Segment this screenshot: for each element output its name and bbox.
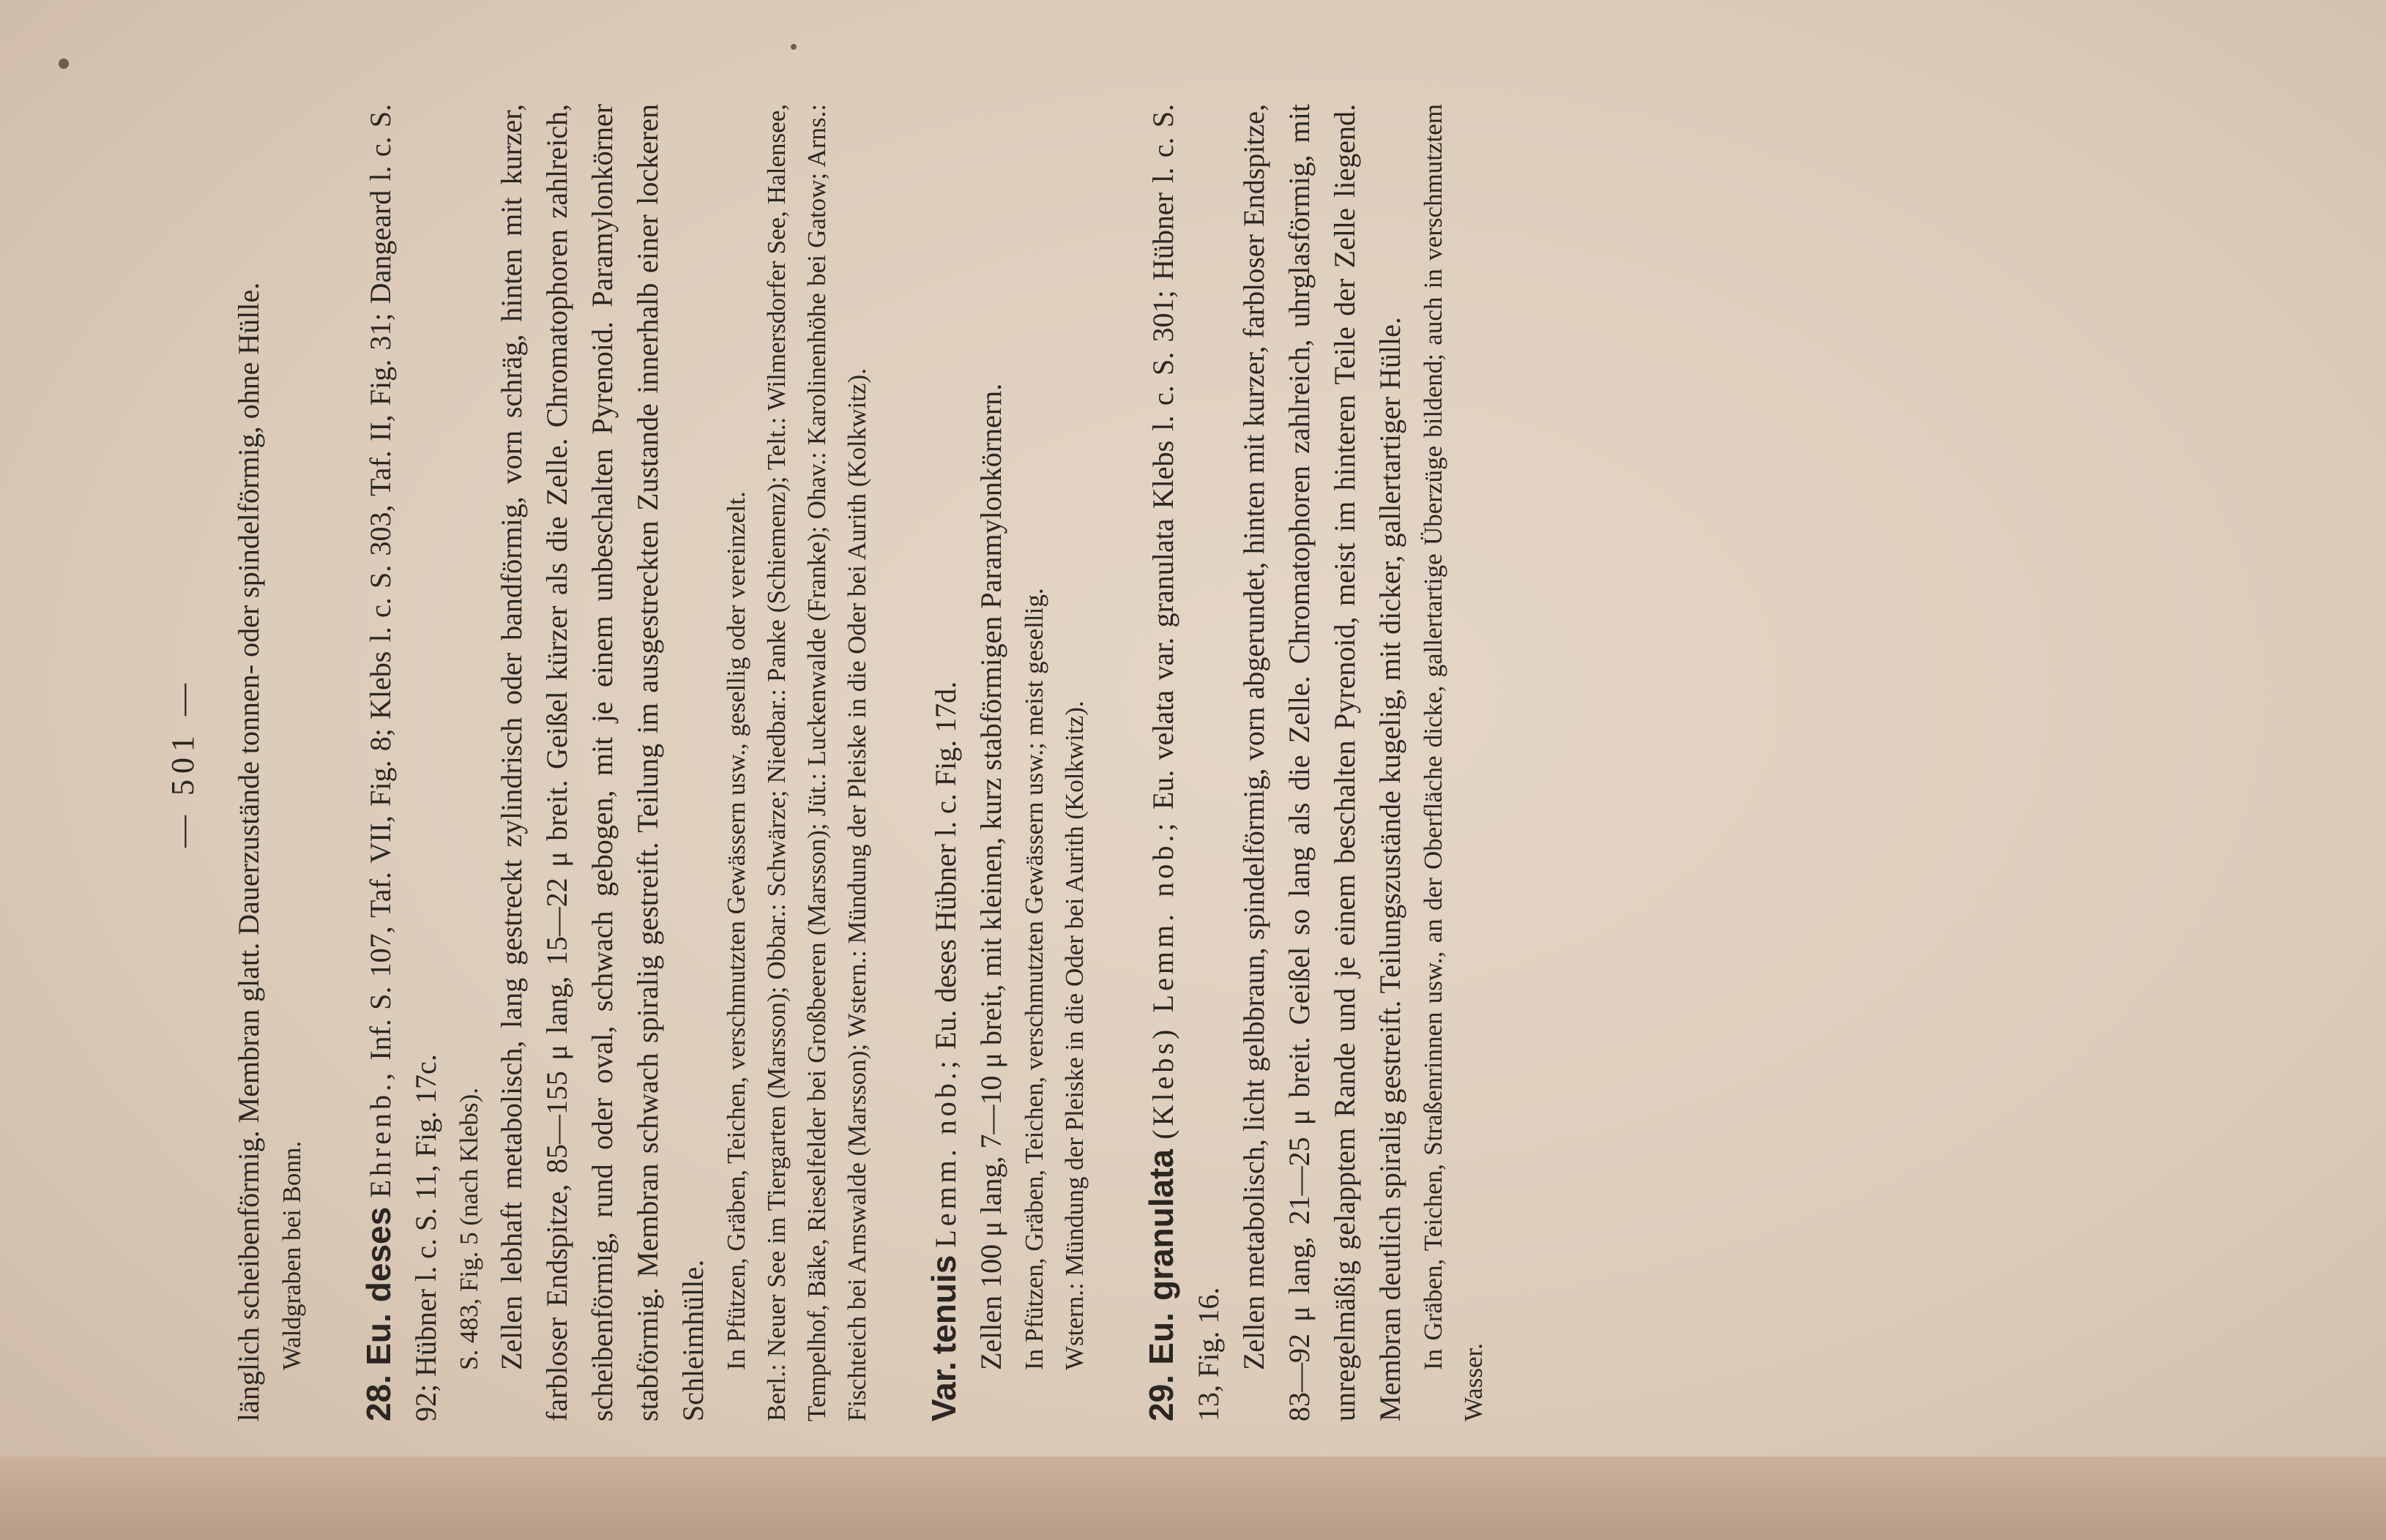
species-entry [356,104,449,1421]
entry-reference: Eu. velata var. granulata Klebs l. c. S. 301; Hübner l. c. S. 13, Fig. 16. [1147,103,1225,1421]
entry-number: 29. [1142,1375,1180,1421]
species-entry [1138,104,1231,1421]
page-number-header: — 501 — [165,678,201,848]
entry-reference: Inf. S. 107, Taf. VII, Fig. 8; Klebs l. c. S. 303, Taf. II, Fig. 31; Dangeard l. c. S. 92; Hübner l. c. S. 11, Fig. 17c. [364,103,442,1421]
body-paragraph: In Pfützen, Gräben, Teichen, verschmutzten Gewässern usw., gesellig oder vereinzelt. [722,491,750,1370]
author-name: Lemm. nob.; [929,1057,962,1248]
body-paragraph: Zellen lebhaft metabolisch, lang gestreckt zylindrisch oder bandförmig, vorn schräg, hinten mit kurzer, farbloser Endspitze, 85—155 μ lang, 15—22 μ breit. Geißel kürzer als die Zelle. Chromatophoren zahlreich, scheibenförmig, rund oder oval, schwach gebogen, mit je einem unbeschalten Pyrenoid. Paramylonkörner stabförmig. Membran schwach spiralig gestreift. Teilung im ausgestreckten Zustande innerhalb einer lockeren Schleimhülle. [495,104,709,1421]
species-name: tenuis [925,1255,963,1355]
page-gutter [0,1457,2386,1540]
body-paragraph: In Pfützen, Gräben, Teichen, verschmutzten Gewässern usw.; meist gesellig. [1020,588,1048,1370]
ink-speck [791,44,797,50]
body-paragraph: Berl.: Neuer See im Tiergarten (Marsson); Obbar.: Schwärze; Niedbar.: Panke (Schiemenz); Telt.: Wilmersdorfer See, Halensee, Tempelhof, Bäke, Rieselfelder bei Großbeeren (Marsson); Jüt.: Luckenwalde (Franke); Ohav.: Karolinenhöhe bei Gatow; Arns.: Fischteich bei Arnswalde (Marsson); Wstern.: Mündung der Pleiske in die Oder bei Aurith (Kolkwitz). [762,104,871,1421]
entry-number: Var. [925,1361,963,1421]
page-body [226,104,1494,1421]
body-paragraph: Zellen 100 μ lang, 7—10 μ breit, mit kleinen, kurz stabförmigen Paramylonkörnern. [974,383,1007,1370]
body-paragraph: Wstern.: Mündung der Pleiske in die Oder bei Aurith (Kolkwitz). [1060,700,1089,1370]
entry-number: 28. [359,1375,398,1421]
body-paragraph: Zellen metabolisch, licht gelbbraun, spindelförmig, vorn abgerundet, hinten mit kurzer, farbloser Endspitze, 83—92 μ lang, 21—25 μ breit. Geißel so lang als die Zelle. Chromatophoren zahlreich, uhrglasförmig, mit unregelmäßig gelapptem Rande und je einem beschalten Pyrenoid, meist im hinteren Teile der Zelle liegend. Membran deutlich spiralig gestreift. Teilungszustände kugelig, mit dicker, gallertartiger Hülle. [1237,104,1406,1421]
body-paragraph: Waldgraben bei Bonn. [277,1140,306,1370]
rotated-page-text [58,75,2327,1465]
entry-reference: Eu. deses Hübner l. c. Fig. 17d. [929,681,962,1050]
section-gap [877,104,921,1421]
author-name: Ehrenb., [364,1069,397,1198]
species-name: Eu. deses [359,1206,398,1366]
body-paragraph: S. 483, Fig. 5 (nach Klebs). [455,1088,483,1370]
author-name: (Klebs) Lemm. nob.; [1147,819,1179,1140]
section-gap [312,104,356,1421]
species-name: Eu. granulata [1142,1148,1180,1365]
body-paragraph: länglich scheibenförmig. Membran glatt. Dauerzustände tonnen- oder spindelförmig, ohne Hülle. [232,282,265,1421]
species-entry [921,104,969,1421]
body-paragraph: In Gräben, Teichen, Straßenrinnen usw., an der Oberfläche dicke, gallertartige Überzüge bildend; auch in verschmutztem Wasser. [1419,104,1488,1421]
ink-speck [59,59,69,69]
section-gap [1095,104,1138,1421]
